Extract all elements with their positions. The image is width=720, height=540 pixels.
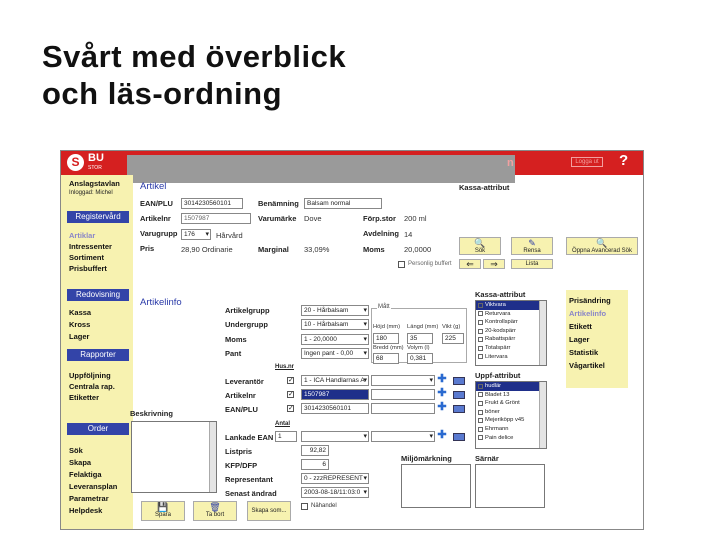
sidebar-item-kassa[interactable]: Kassa — [69, 308, 92, 317]
checkbox-icon — [478, 354, 483, 359]
senast-select[interactable]: 2003-08-18/11:03:0 ▾ — [301, 487, 369, 498]
vikt-input[interactable]: 225 — [442, 333, 464, 344]
sidebar-login-user: Inloggad: Michel — [69, 190, 113, 196]
add-icon[interactable]: ✚ — [437, 373, 447, 385]
listpris-input[interactable]: 92,82 — [301, 445, 329, 456]
undergrupp-select[interactable]: 10 - Hårbalsam ▾ — [301, 319, 369, 330]
sidebar-item-helpdesk[interactable]: Helpdesk — [69, 506, 103, 515]
list-item-label: Mejeriköpp v45 — [485, 417, 525, 424]
add-icon[interactable]: ✚ — [437, 429, 447, 441]
remove-icon[interactable] — [453, 405, 465, 413]
pant-label: Pant — [225, 349, 242, 358]
sidebar-item-skapa[interactable]: Skapa — [69, 458, 92, 467]
bredd-label: Bredd (mm) — [373, 345, 404, 351]
bredd-input[interactable]: 68 — [373, 353, 399, 364]
sidebar-item-lager[interactable]: Lager — [69, 332, 90, 341]
sidebar-group-order[interactable]: Order — [67, 423, 129, 435]
checkbox-icon — [478, 418, 483, 423]
sidebar-item-centrala-rap[interactable]: Centrala rap. — [69, 382, 115, 391]
moms-select[interactable]: 1 - 20,0000 ▾ — [301, 334, 369, 345]
sidebar-item-leveransplan[interactable]: Leveransplan — [69, 482, 118, 491]
ean-label: EAN/PLU — [140, 199, 173, 208]
sarnar-label: Särnär — [475, 454, 499, 463]
artikelnr-field[interactable]: 1507987 — [301, 389, 369, 400]
list-item[interactable] — [476, 399, 546, 408]
artikelnr-field-2[interactable] — [371, 389, 435, 400]
varumarke-value: Dove — [304, 214, 322, 223]
list-item-label: böner — [485, 408, 500, 415]
title-overlay-bar — [127, 155, 515, 183]
list-item-label: Ehrmann — [485, 425, 509, 432]
pris-value: 28,90 Ordinarie — [181, 245, 233, 254]
section-artikelinfo: Artikelinfo — [140, 297, 182, 308]
uppf-list-scrollbar[interactable] — [539, 382, 546, 448]
lista-button[interactable]: Lista — [511, 259, 553, 269]
list-item-label: Viktvara — [485, 302, 506, 308]
volym-input[interactable]: 0,381 — [407, 353, 433, 364]
vikt-label: Vikt (g) — [442, 324, 461, 330]
tabort-button[interactable] — [193, 501, 237, 521]
sidebar-item-intressenter[interactable]: Intressenter — [69, 242, 112, 251]
kfp-label: KFP/DFP — [225, 461, 258, 470]
list-item[interactable] — [476, 416, 546, 425]
kassa-attribut-list — [475, 300, 547, 366]
list-item[interactable] — [476, 391, 546, 400]
checkbox-icon — [478, 329, 483, 334]
list-item[interactable] — [476, 425, 546, 434]
hojd-label: Höjd (mm) — [373, 324, 401, 330]
avdelning-value: 14 — [404, 230, 413, 239]
list-item-label: Litervara — [485, 353, 508, 360]
leverantor-select-2[interactable] — [371, 375, 435, 386]
artikelgrupp-select[interactable]: 20 - Hårbalsam ▾ — [301, 305, 369, 316]
advanced-search-button[interactable] — [566, 237, 638, 255]
representant-select[interactable]: 0 - zzzREPRESENT ▾ — [301, 473, 369, 484]
list-item-label: Totalspärr — [485, 344, 511, 351]
langd-input[interactable]: 35 — [407, 333, 433, 344]
kfp-input[interactable]: 6 — [301, 459, 329, 470]
list-item[interactable] — [476, 344, 546, 353]
brand-sub: STOR — [88, 165, 102, 171]
checkbox-icon — [478, 303, 483, 308]
avdelning-label: Avdelning — [363, 229, 399, 238]
search-icon: 🔍 — [474, 238, 486, 248]
matt-legend: Mått — [378, 304, 390, 310]
add-icon[interactable]: ✚ — [437, 401, 447, 413]
search-icon: 🔍 — [596, 238, 608, 248]
checkbox-icon — [478, 311, 483, 316]
list-item-label: Kontrollspärr — [485, 319, 518, 326]
list-item[interactable] — [476, 408, 546, 417]
varumarke-label: Varumärke — [258, 214, 297, 223]
advanced-search-label: Öppna Avancerad Sök — [572, 248, 632, 254]
spara-button-label: Spara — [154, 512, 171, 518]
right-panel — [566, 290, 628, 388]
logout-link[interactable]: Logga ut — [571, 157, 603, 167]
sidebar-item-etiketter[interactable]: Etiketter — [69, 393, 100, 402]
pris-label: Pris — [140, 244, 155, 253]
uppf-attribut-list — [475, 381, 547, 449]
checkbox-icon — [478, 435, 483, 440]
checkbox-icon — [478, 392, 483, 397]
artikelnr-label: Artikelnr — [140, 214, 171, 223]
list-item-label: 20-kodspärr — [485, 327, 516, 334]
list-item-label: Pain delice — [485, 434, 514, 441]
langd-label: Längd (mm) — [407, 324, 439, 330]
varugrupp-label: Varugrupp — [140, 229, 178, 238]
help-icon[interactable]: ? — [619, 152, 629, 169]
leverantor-select[interactable]: 1 - ICA Handlarnas A ▾ — [301, 375, 369, 386]
list-item[interactable] — [476, 434, 546, 443]
lankade-antal-input[interactable]: 1 — [275, 431, 297, 442]
sidebar-group-registervard[interactable]: Registervård — [67, 211, 129, 223]
lankade-select-2[interactable] — [371, 431, 435, 442]
slide-title — [42, 38, 346, 112]
sidebar-item-sok[interactable]: Sök — [69, 446, 83, 455]
eanplu-field-2[interactable] — [371, 403, 435, 414]
list-item[interactable] — [476, 335, 546, 344]
list-item[interactable] — [476, 318, 546, 327]
sidebar-item-kross[interactable]: Kross — [69, 320, 91, 329]
undergrupp-label: Undergrupp — [225, 320, 268, 329]
rensa-button-label: Rensa — [523, 248, 541, 254]
remove-icon[interactable] — [453, 433, 465, 441]
trash-icon: 🗑 — [209, 502, 221, 512]
eanplu-label: EAN/PLU — [225, 405, 258, 414]
list-item-label: Bladet 13 — [485, 391, 510, 398]
checkbox-icon — [478, 346, 483, 351]
tabort-button-label: Ta bort — [205, 512, 225, 518]
list-item-label: hudlär — [485, 383, 502, 389]
eraser-icon: ✎ — [528, 238, 536, 248]
sarnar-box[interactable] — [475, 464, 545, 508]
kassa-list-scrollbar[interactable] — [539, 301, 546, 365]
representant-label: Representant — [225, 475, 273, 484]
right-item-artikelinfo[interactable]: Artikelinfo — [569, 309, 607, 318]
slide-title-line1: Svårt med överblick — [42, 39, 347, 74]
moms-value: 20,0000 — [404, 245, 432, 254]
sidebar-item-felaktiga[interactable]: Felaktiga — [69, 470, 102, 479]
right-item-statistik[interactable]: Statistik — [569, 348, 599, 357]
sidebar-item-parametrar[interactable]: Parametrar — [69, 494, 109, 503]
list-item-label: Frukt & Grönt — [485, 400, 520, 407]
pant-select[interactable]: Ingen pant - 0,00 ▾ — [301, 348, 369, 359]
arrow-right-icon[interactable]: ⇒ — [483, 259, 505, 269]
artikelgrupp-label: Artikelgrupp — [225, 306, 270, 315]
remove-icon[interactable] — [453, 377, 465, 385]
right-item-prisandring[interactable]: Prisändring — [569, 296, 611, 305]
checkbox-icon — [478, 384, 483, 389]
kassa-attribut-title: Kassa-attribut — [459, 183, 510, 192]
sidebar-item-uppfoljning[interactable]: Uppföljning — [69, 371, 111, 380]
sidebar-login-title[interactable]: Anslagstavlan — [69, 179, 120, 188]
eanplu-field[interactable]: 3014230560101 — [301, 403, 369, 414]
sok-button[interactable] — [459, 237, 501, 255]
topbar-title-fragment: n — [507, 157, 514, 169]
benamning-input[interactable]: Balsam normal — [304, 198, 382, 209]
rensa-button[interactable] — [511, 237, 553, 255]
personlig-checkbox[interactable] — [398, 261, 405, 268]
brand-name: BU — [88, 152, 104, 164]
list-item[interactable] — [476, 382, 546, 391]
listpris-label: Listpris — [225, 447, 253, 456]
sidebar-item-sortiment[interactable]: Sortiment — [69, 253, 105, 262]
benamning-label: Benämning — [258, 199, 299, 208]
hojd-input[interactable]: 180 — [373, 333, 399, 344]
uppf-attribut-title: Uppf-attribut — [475, 371, 521, 380]
list-item[interactable] — [476, 310, 546, 319]
artikelnr-input[interactable]: 1507987 — [181, 213, 251, 224]
ean-input[interactable]: 3014230560101 — [181, 198, 243, 209]
volym-label: Volym (l) — [407, 345, 430, 351]
skapa-som-label: Skapa som... — [251, 508, 287, 514]
leverantor-label: Leverantör — [225, 377, 264, 386]
artikelnr-checkbox[interactable]: ✓ — [288, 391, 294, 398]
sidebar-group-rapporter[interactable]: Rapporter — [67, 349, 129, 361]
beskrivning-scrollbar[interactable] — [209, 422, 216, 492]
save-icon: 💾 — [157, 502, 169, 512]
marginal-label: Marginal — [258, 245, 289, 254]
spara-button[interactable] — [141, 501, 185, 521]
add-icon[interactable]: ✚ — [437, 387, 447, 399]
beskrivning-label: Beskrivning — [130, 409, 173, 418]
list-item[interactable] — [476, 327, 546, 336]
varugrupp-text: Hårvård — [216, 231, 243, 240]
section-artikel: Artikel — [140, 181, 167, 192]
personlig-label: Personlig buffert — [408, 261, 452, 267]
list-item-label: Rabattspärr — [485, 336, 516, 343]
slide-title-line2: och läs-ordning — [42, 76, 282, 111]
app-window — [60, 150, 644, 530]
right-item-lager[interactable]: Lager — [569, 335, 590, 344]
checkbox-icon — [478, 410, 483, 415]
antal-label: Antal — [275, 421, 290, 427]
varugrupp-select[interactable]: 176 ▾ — [181, 229, 211, 240]
lankade-select[interactable] — [301, 431, 369, 442]
sidebar-item-artiklar[interactable]: Artiklar — [69, 231, 96, 240]
moms-label: Moms — [363, 245, 385, 254]
forp-label: Förp.stor — [363, 214, 396, 223]
list-item-label: Returvara — [485, 310, 511, 317]
arrow-left-icon[interactable]: ⇐ — [459, 259, 481, 269]
checkbox-icon — [478, 427, 483, 432]
logo-icon: S — [67, 154, 84, 171]
eanplu-checkbox[interactable]: ✓ — [288, 405, 294, 412]
list-item[interactable] — [476, 301, 546, 310]
kassa-attribut-list-title: Kassa-attribut — [475, 290, 526, 299]
hus-label: Hus.nr — [275, 364, 295, 370]
marginal-value: 33,09% — [304, 245, 330, 254]
moms2-label: Moms — [225, 335, 247, 344]
sok-button-label: Sök — [474, 248, 486, 254]
leverantor-checkbox[interactable]: ✓ — [288, 377, 294, 384]
checkbox-icon — [478, 337, 483, 342]
miljomarkning-label: Miljömärkning — [401, 454, 452, 463]
beskrivning-textarea[interactable] — [131, 421, 217, 493]
right-item-vagartikel[interactable]: Vågartikel — [569, 361, 605, 370]
checkbox-icon — [478, 401, 483, 406]
artikelnr2-label: Artikelnr — [225, 391, 256, 400]
list-item[interactable] — [476, 353, 546, 362]
right-item-etikett[interactable]: Etikett — [569, 322, 592, 331]
nathandel-checkbox[interactable] — [301, 503, 308, 510]
skapa-som-button[interactable] — [247, 501, 291, 521]
checkbox-icon — [478, 320, 483, 325]
nathandel-label: Nähandel — [311, 503, 337, 509]
sidebar-item-prisbuffert[interactable]: Prisbuffert — [69, 264, 107, 273]
remove-icon[interactable] — [453, 391, 465, 399]
miljomarkning-box[interactable] — [401, 464, 471, 508]
senast-label: Senast ändrad — [225, 489, 277, 498]
lankade-label: Lankade EAN — [225, 433, 274, 442]
sidebar-group-redovisning[interactable]: Redovisning — [67, 289, 129, 301]
forp-value: 200 ml — [404, 214, 427, 223]
sidebar — [61, 175, 133, 530]
